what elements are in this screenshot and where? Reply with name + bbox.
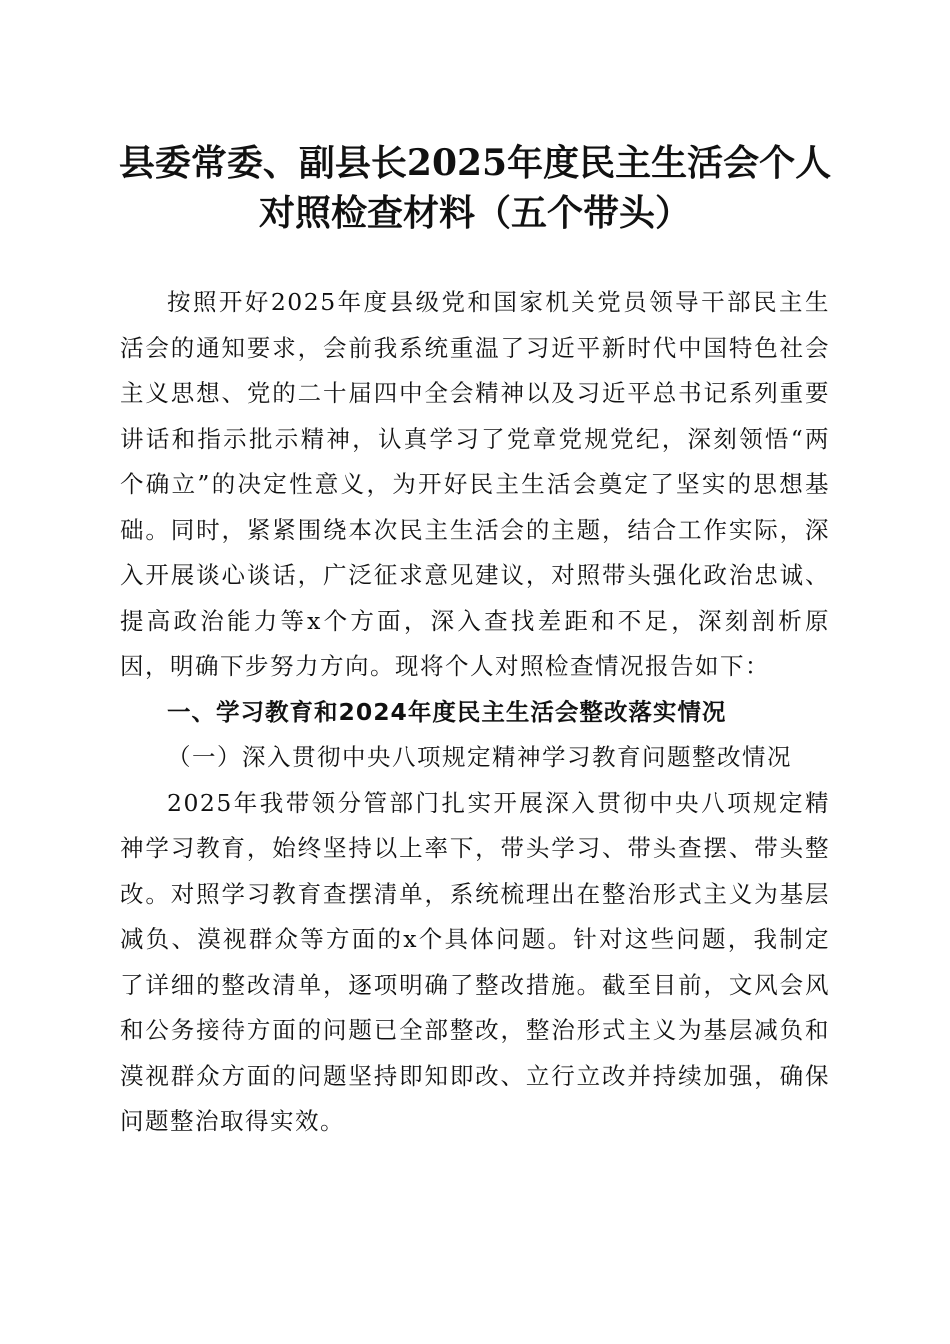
document-body — [120, 280, 830, 1145]
subsection-1-paragraph: 2025年我带领分管部门扎实开展深入贯彻中央八项规定精神学习教育，始终坚持以上率下，带头学习、带头查摆、带头整改。对照学习教育查摆清单，系统梳理出在整治形式主义为基层减负、漠视群众等方面的x个具体问题。针对这些问题，我制定了详细的整改清单，逐项明确了整改措施。截至目前，文风会风和公务接待方面的问题已全部整改，整治形式主义为基层减负和漠视群众方面的问题坚持即知即改、立行立改并持续加强，确保问题整治取得实效。 — [120, 788, 830, 1135]
intro-paragraph: 按照开好2025年度县级党和国家机关党员领导干部民主生活会的通知要求，会前我系统重温了习近平新时代中国特色社会主义思想、党的二十届四中全会精神以及习近平总书记系列重要讲话和指示批示精神，认真学习了党章党规党纪，深刻领悟“两个确立”的决定性意义，为开好民主生活会奠定了坚实的思想基础。同时，紧紧围绕本次民主生活会的主题，结合工作实际，深入开展谈心谈话，广泛征求意见建议，对照带头强化政治忠诚、提高政治能力等x个方面，深入查找差距和不足，深刻剖析原因，明确下步努力方向。现将个人对照检查情况报告如下： — [120, 288, 830, 680]
subsection-1-heading: （一）深入贯彻中央八项规定精神学习教育问题整改情况 — [167, 743, 792, 771]
title-line-1: 县委常委、副县长2025年度民主生活会个人 — [118, 142, 832, 184]
document-title — [100, 138, 850, 238]
title-line-2: 对照检查材料（五个带头） — [258, 192, 691, 234]
section-1-heading: 一、学习教育和2024年度民主生活会整改落实情况 — [167, 697, 727, 726]
